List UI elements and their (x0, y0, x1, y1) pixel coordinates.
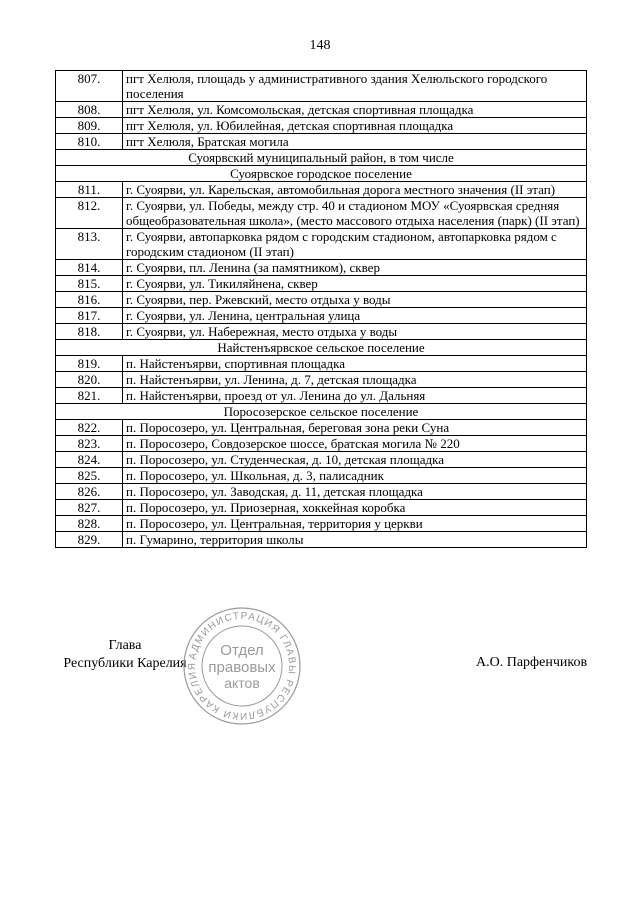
locations-table (55, 70, 587, 548)
row-number: 821. (56, 388, 123, 404)
table-row (56, 356, 587, 372)
section-header-row (56, 340, 587, 356)
row-location: г. Суоярви, ул. Тикиляйнена, сквер (123, 276, 587, 292)
table-row (56, 308, 587, 324)
section-header-row (56, 404, 587, 420)
stamp-ring-text: АДМИНИСТРАЦИЯ ГЛАВЫ РЕСПУБЛИКИ КАРЕЛИЯ (186, 610, 298, 722)
section-title: Суоярвский муниципальный район, в том числе (56, 150, 587, 166)
row-location: п. Поросозеро, ул. Приозерная, хоккейная коробка (123, 500, 587, 516)
row-location: п. Поросозеро, ул. Центральная, территория у церкви (123, 516, 587, 532)
row-number: 816. (56, 292, 123, 308)
row-number: 817. (56, 308, 123, 324)
section-title: Поросозерское сельское поселение (56, 404, 587, 420)
signature-title-line1: Глава (108, 638, 142, 653)
stamp-seal (181, 605, 303, 727)
row-location: п. Поросозеро, ул. Студенческая, д. 10, детская площадка (123, 452, 587, 468)
stamp-center-line1: Отдел (220, 642, 264, 659)
row-number: 811. (56, 182, 123, 198)
section-title: Найстенъярвское сельское поселение (56, 340, 587, 356)
table-row (56, 420, 587, 436)
table-row (56, 436, 587, 452)
table-row (56, 260, 587, 276)
section-header-row (56, 166, 587, 182)
row-number: 818. (56, 324, 123, 340)
row-location: пгт Хелюля, площадь у административного здания Хелюльского городского поселения (123, 71, 587, 102)
row-location: пгт Хелюля, ул. Юбилейная, детская спортивная площадка (123, 118, 587, 134)
row-number: 829. (56, 532, 123, 548)
table-row (56, 372, 587, 388)
row-location: п. Поросозеро, ул. Школьная, д. 3, палисадник (123, 468, 587, 484)
row-location: г. Суоярви, ул. Набережная, место отдыха у воды (123, 324, 587, 340)
stamp-center-line3: актов (224, 675, 260, 691)
row-location: г. Суоярви, ул. Карельская, автомобильная дорога местного значения (II этап) (123, 182, 587, 198)
row-location: п. Найстенъярви, проезд от ул. Ленина до ул. Дальняя (123, 388, 587, 404)
signer-name: А.О. Парфенчиков (476, 655, 588, 670)
row-location: пгт Хелюля, ул. Комсомольская, детская спортивная площадка (123, 102, 587, 118)
table-row (56, 532, 587, 548)
row-number: 820. (56, 372, 123, 388)
table-row (56, 468, 587, 484)
section-header-row (56, 150, 587, 166)
table-row (56, 324, 587, 340)
section-title: Суоярвское городское поселение (56, 166, 587, 182)
table-row (56, 134, 587, 150)
table-row (56, 292, 587, 308)
row-location: п. Поросозеро, ул. Заводская, д. 11, детская площадка (123, 484, 587, 500)
row-location: п. Найстенъярви, ул. Ленина, д. 7, детская площадка (123, 372, 587, 388)
row-number: 826. (56, 484, 123, 500)
row-number: 828. (56, 516, 123, 532)
table-row (56, 516, 587, 532)
row-location: г. Суоярви, ул. Ленина, центральная улица (123, 308, 587, 324)
signature-title-line2: Республики Карелия (63, 656, 187, 671)
table-row (56, 118, 587, 134)
row-number: 814. (56, 260, 123, 276)
row-location: п. Поросозеро, ул. Центральная, береговая зона реки Суна (123, 420, 587, 436)
table-row (56, 229, 587, 260)
row-number: 810. (56, 134, 123, 150)
table-row (56, 71, 587, 102)
row-number: 815. (56, 276, 123, 292)
table-row (56, 276, 587, 292)
table-row (56, 500, 587, 516)
row-location: п. Найстенъярви, спортивная площадка (123, 356, 587, 372)
table-row (56, 452, 587, 468)
table-row (56, 198, 587, 229)
table-row (56, 388, 587, 404)
row-number: 824. (56, 452, 123, 468)
row-location: пгт Хелюля, Братская могила (123, 134, 587, 150)
table-row (56, 102, 587, 118)
table-row (56, 182, 587, 198)
row-location: п. Гумарино, территория школы (123, 532, 587, 548)
row-location: г. Суоярви, пер. Ржевский, место отдыха у воды (123, 292, 587, 308)
row-number: 807. (56, 71, 123, 102)
row-location: г. Суоярви, ул. Победы, между стр. 40 и стадионом МОУ «Суоярвская средняя общеобразовательная школа», (место массового отдыха населения (парк) (II этап) (123, 198, 587, 229)
row-number: 822. (56, 420, 123, 436)
row-number: 808. (56, 102, 123, 118)
row-location: г. Суоярви, пл. Ленина (за памятником), сквер (123, 260, 587, 276)
page-number: 148 (309, 38, 331, 53)
row-number: 813. (56, 229, 123, 260)
table-row (56, 484, 587, 500)
signature-title (60, 637, 190, 673)
official-stamp (181, 605, 303, 727)
row-number: 819. (56, 356, 123, 372)
row-number: 827. (56, 500, 123, 516)
table-body (56, 71, 587, 548)
row-location: г. Суоярви, автопарковка рядом с городским стадионом, автопарковка рядом с городским стадионом (II этап) (123, 229, 587, 260)
row-number: 825. (56, 468, 123, 484)
row-location: п. Поросозеро, Совдозерское шоссе, братская могила № 220 (123, 436, 587, 452)
stamp-center-line2: правовых (208, 659, 276, 676)
row-number: 809. (56, 118, 123, 134)
row-number: 812. (56, 198, 123, 229)
row-number: 823. (56, 436, 123, 452)
